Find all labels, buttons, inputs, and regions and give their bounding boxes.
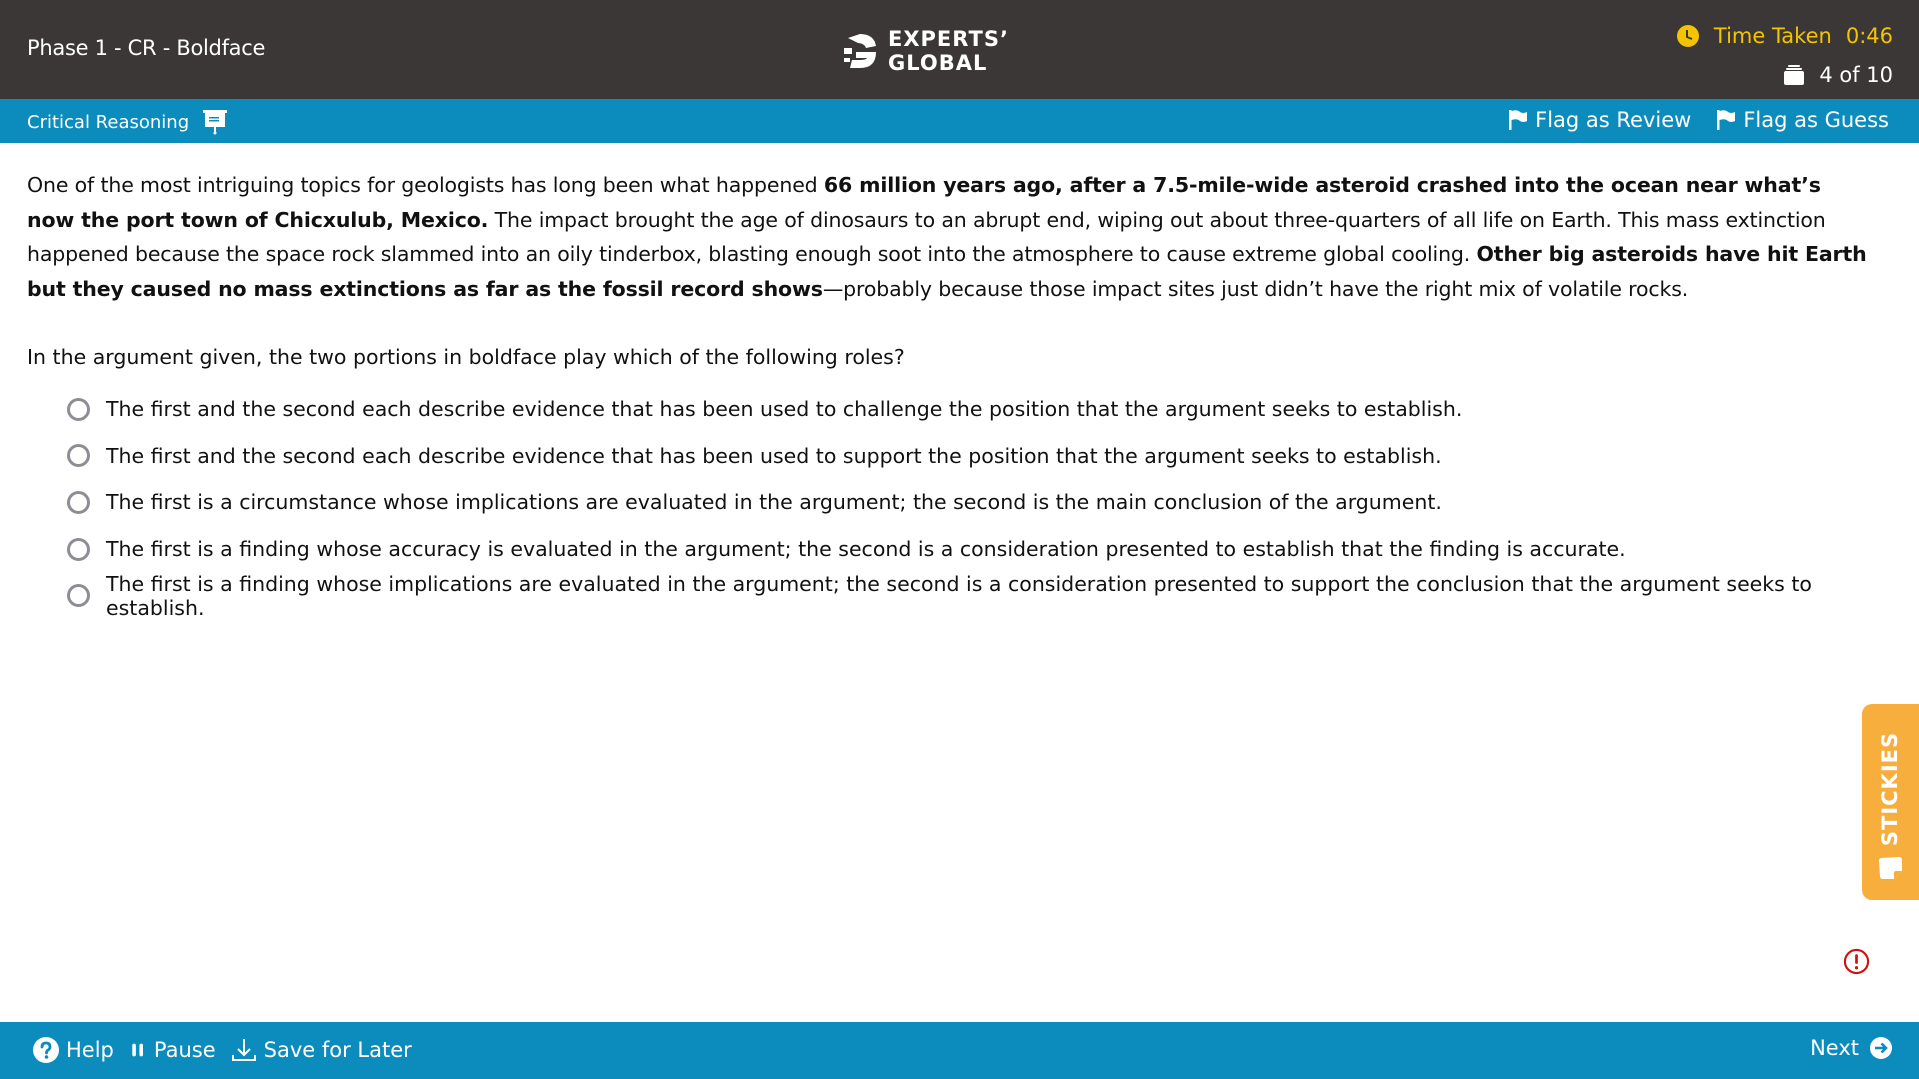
stickies-label: STICKIES [1878,731,1902,847]
report-error-icon[interactable] [1843,948,1870,975]
option-text: The first and the second each describe evidence that has been used to challenge the position that the argument seeks to establish. [106,397,1463,422]
logo-text [888,27,1009,75]
clock-icon [1676,24,1700,48]
help-button[interactable] [32,1036,114,1064]
time-taken-label: Time Taken [1713,24,1832,48]
radio-button[interactable] [67,538,90,561]
question-counter [1783,63,1893,87]
option-text: The first is a finding whose implications are evaluated in the argument; the second is a consideration presented to support the conclusion that the argument seeks to establish. [106,571,1812,620]
top-header [0,0,1919,99]
logo-line-2: GLOBAL [888,51,988,75]
passage-text: —probably because those impact sites just didn’t have the right mix of volatile rocks. [822,276,1689,301]
footer-bar [0,1022,1919,1079]
footer-controls [32,1036,426,1064]
test-title: Phase 1 - CR - Boldface [27,36,266,60]
pause-button[interactable] [128,1038,216,1062]
section-name [27,109,227,135]
presentation-board-icon [203,109,227,135]
stack-icon [1783,64,1805,86]
option-text: The first and the second each describe evidence that has been used to support the position that the argument seeks to establish. [106,443,1442,468]
help-icon [32,1036,60,1064]
download-icon [230,1036,258,1064]
answer-option-c[interactable] [27,479,1867,526]
boldface-portion-1: 66 million years ago, after a 7.5-mile-wide asteroid crashed into the ocean near what’s now the port town of Chicxulub, Mexico. [27,173,1821,232]
help-label: Help [66,1038,114,1062]
flag-as-guess-label: Flag as Guess [1743,108,1889,132]
option-text: The first is a circumstance whose implications are evaluated in the argument; the second is the main conclusion of the argument. [106,490,1442,515]
radio-button[interactable] [67,398,90,421]
question-content [27,168,1867,619]
flag-as-review-label: Flag as Review [1535,108,1692,132]
arrow-right-circle-icon [1869,1036,1893,1060]
answer-options [27,386,1867,619]
next-label: Next [1810,1036,1859,1060]
answer-option-b[interactable] [27,433,1867,480]
radio-button[interactable] [67,584,90,607]
save-for-later-label: Save for Later [263,1038,412,1062]
flag-icon [1717,110,1735,130]
passage-text: The impact brought the age of dinosaurs to an abrupt end, wiping out about three-quarters of all life on Earth. This mass extinction happened because the space rock slammed into an oily tinderbox, blasting enough soot into the atmosphere to cause extreme global cooling. [27,207,1826,266]
passage [27,168,1867,306]
stickies-tab[interactable] [1862,704,1919,900]
logo-line-1: EXPERTS’ [888,27,1009,51]
answer-option-a[interactable] [27,386,1867,433]
boldface-portion-2: Other big asteroids have hit Earth but they caused no mass extinctions as far as the fossil record shows [27,242,1867,301]
next-button[interactable] [1810,1036,1893,1060]
experts-global-logo [840,28,1009,74]
flag-icon [1509,110,1527,130]
save-for-later-button[interactable] [230,1036,412,1064]
question-stem: In the argument given, the two portions in boldface play which of the following roles? [27,345,905,369]
section-bar [0,99,1919,143]
pause-label: Pause [153,1038,216,1062]
question-counter-text: 4 of 10 [1819,63,1893,87]
logo-mark-icon [840,30,880,72]
time-taken [1676,24,1893,48]
flag-as-review-button[interactable] [1509,108,1691,132]
radio-button[interactable] [67,444,90,467]
flag-as-guess-button[interactable] [1717,108,1889,132]
radio-button[interactable] [67,491,90,514]
section-label: Critical Reasoning [27,111,190,133]
answer-option-d[interactable] [27,526,1867,573]
passage-text: One of the most intriguing topics for geologists has long been what happened [27,173,824,197]
flag-controls [1509,108,1889,132]
option-text: The first is a finding whose accuracy is evaluated in the argument; the second is a consideration presented to establish that the finding is accurate. [106,537,1626,562]
answer-option-e[interactable] [27,572,1867,619]
time-taken-value: 0:46 [1845,24,1893,48]
pause-icon [128,1040,148,1060]
sticky-note-icon [1877,854,1905,882]
